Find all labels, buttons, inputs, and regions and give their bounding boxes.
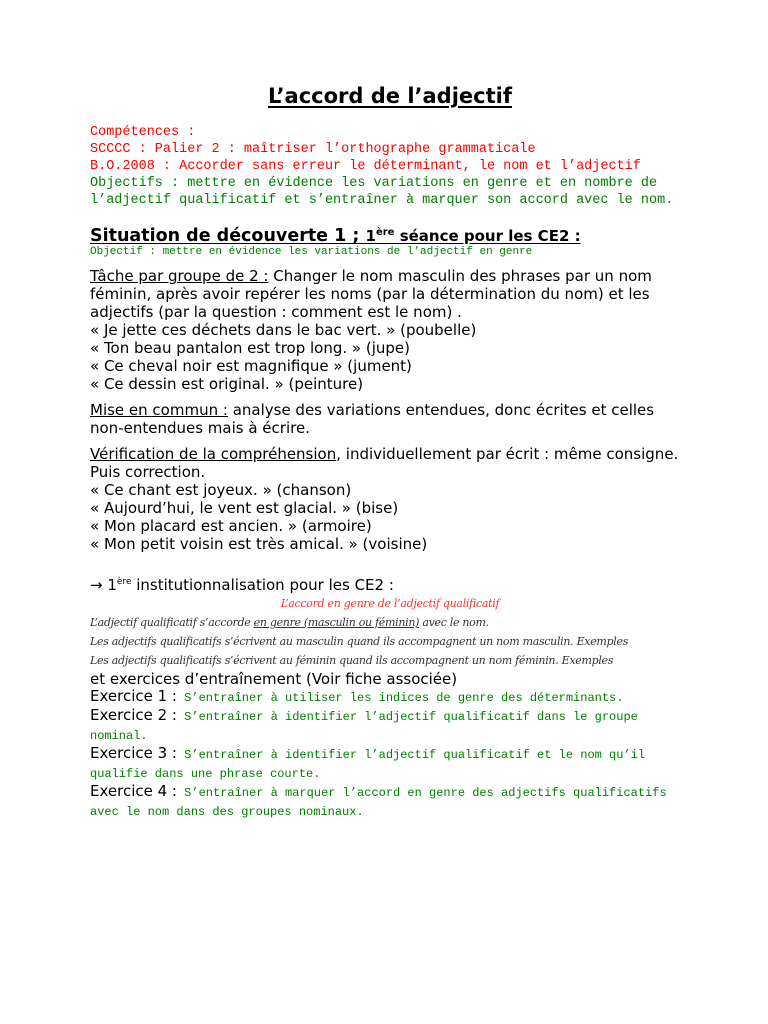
situation-heading: [90, 223, 690, 246]
tache-sentence: « Ton beau pantalon est trop long. » (jupe): [90, 339, 411, 357]
mise-block: [90, 401, 690, 437]
verif-sentence: « Aujourd’hui, le vent est glacial. » (bise): [90, 499, 399, 517]
competences-line2: B.O.2008 : Accorder sans erreur le déterminant, le nom et l’adjectif: [90, 159, 641, 174]
verif-sentence: « Ce chant est joyeux. » (chanson): [90, 481, 352, 499]
script-line1-underline: en genre (masculin ou féminin): [253, 616, 420, 629]
exercise-label: Exercice 3 :: [90, 744, 177, 762]
mise-text: analyse des variations entendues, donc écrites et celles non-entendues mais à écrire.: [90, 401, 655, 437]
exercise-item: [90, 707, 690, 745]
page-title: L’accord de l’adjectif: [268, 84, 512, 108]
verif-sentence: « Mon petit voisin est très amical. » (voisine): [90, 535, 428, 553]
tache-block: [90, 267, 690, 393]
document-page: [90, 84, 690, 821]
institution-heading: [90, 573, 690, 594]
tache-sentence: « Ce cheval noir est magnifique » (jument): [90, 357, 412, 375]
institution-text: institutionnalisation pour les CE2 :: [131, 576, 394, 594]
exercise-item: [90, 745, 690, 783]
exercise-desc: S’entraîner à utiliser les indices de genre des déterminants.: [176, 691, 624, 705]
seance-number: 1: [365, 227, 376, 245]
verif-sentence: « Mon placard est ancien. » (armoire): [90, 517, 372, 535]
script-title: L’accord en genre de l’adjectif qualificatif: [280, 597, 500, 610]
verif-label: Vérification de la compréhension: [90, 445, 337, 463]
verif-block: [90, 445, 690, 553]
competences-block: [90, 124, 690, 209]
script-line1-b: avec le nom.: [419, 616, 489, 629]
competences-label: Compétences :: [90, 125, 196, 140]
situation-objectif: Objectif : mettre en évidence les variations de l’adjectif en genre: [90, 246, 533, 258]
script-line1: [90, 613, 690, 632]
situation-heading-text: Situation de découverte 1 ;: [90, 226, 360, 246]
exercise-desc: S’entraîner à identifier l’adjectif qualificatif et le nom qu’il qualifie dans une phrase courte.: [90, 748, 646, 781]
exercise-desc: S’entraîner à marquer l’accord en genre des adjectifs qualificatifs avec le nom dans des groupes nominaux.: [90, 786, 667, 819]
exercise-label: Exercice 2 :: [90, 706, 177, 724]
tache-text: Changer le nom masculin des phrases par un nom féminin, après avoir repérer les noms (par la détermination du nom) et les adjectifs (par la question : comment est le nom) .: [90, 267, 652, 321]
tache-sentence: « Je jette ces déchets dans le bac vert. » (poubelle): [90, 321, 477, 339]
exercices-list: [90, 688, 690, 821]
arrow-right-icon: →: [90, 576, 103, 594]
mise-label: Mise en commun :: [90, 401, 228, 419]
exercise-item: [90, 688, 690, 707]
institution-script-block: [90, 594, 690, 670]
verif-text: , individuellement par écrit : même consigne. Puis correction.: [90, 445, 679, 481]
seance-sup: ère: [375, 227, 395, 238]
exercise-item: [90, 783, 690, 821]
objectifs-text: Objectifs : mettre en évidence les variations en genre et en nombre de l’adjectif qualificatif et s’entraîner à marquer son accord avec le nom.: [90, 176, 674, 208]
institution-sup: ère: [116, 577, 132, 587]
competences-line1: SCCCC : Palier 2 : maîtriser l’orthographe grammaticale: [90, 142, 536, 157]
institution-num: 1: [107, 576, 117, 594]
script-line3: Les adjectifs qualificatifs s’écrivent au féminin quand ils accompagnent un nom féminin. Exemples: [90, 654, 614, 667]
script-line2: Les adjectifs qualificatifs s’écrivent au masculin quand ils accompagnent un nom masculin. Exemples: [90, 635, 629, 648]
seance-rest: séance pour les CE2 :: [399, 227, 581, 245]
tache-label: Tâche par groupe de 2 :: [90, 267, 269, 285]
exercise-desc: S’entraîner à identifier l’adjectif qualificatif dans le groupe nominal.: [90, 710, 638, 743]
exercise-label: Exercice 4 :: [90, 782, 177, 800]
tache-sentence: « Ce dessin est original. » (peinture): [90, 375, 364, 393]
exercise-label: Exercice 1 :: [90, 687, 177, 705]
script-line1-a: L’adjectif qualificatif s’accorde: [90, 616, 254, 629]
exercices-intro: et exercices d’entraînement (Voir fiche associée): [90, 670, 458, 688]
